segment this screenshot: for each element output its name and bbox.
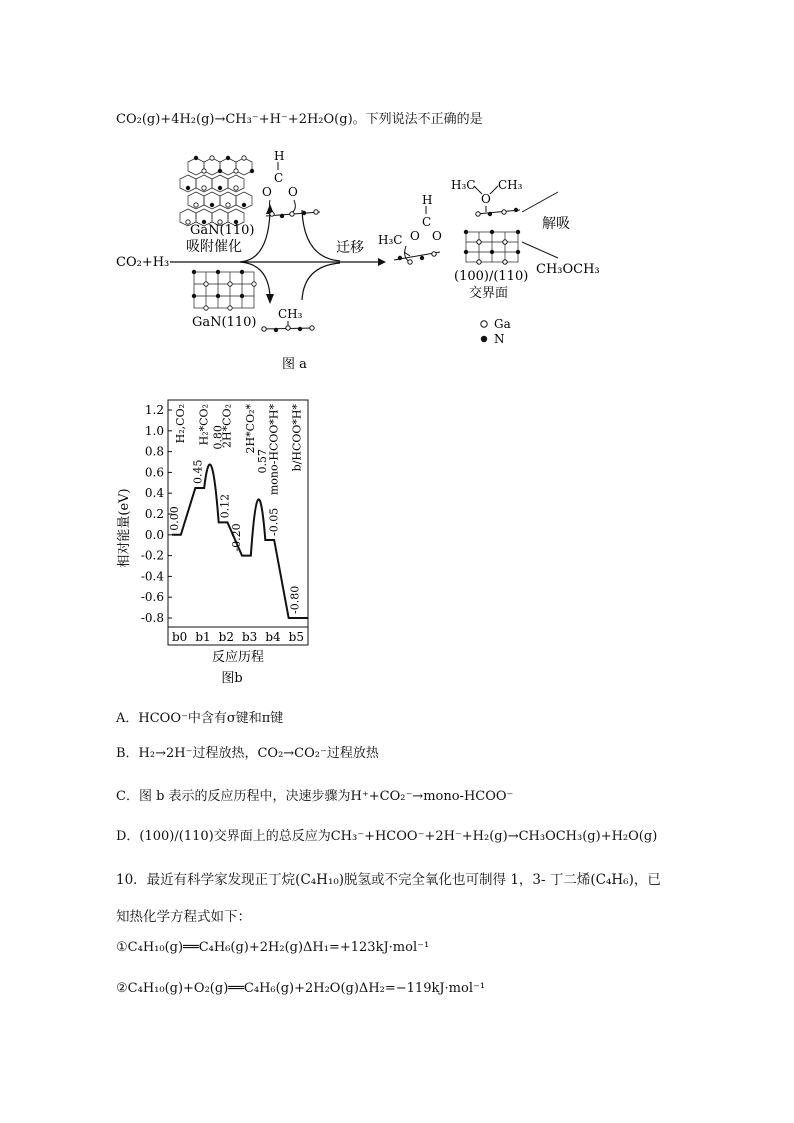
curve-bottom-right xyxy=(302,263,340,300)
formate-o2: O xyxy=(288,185,298,199)
species-label: H₂*CO₂ xyxy=(197,404,211,446)
bottom-lattice-atoms xyxy=(192,270,256,310)
h3c-label: H₃C xyxy=(378,233,403,247)
migrated-o2: O xyxy=(432,229,442,243)
x-category-label: b3 xyxy=(242,630,258,644)
reactant-label: CO₂+H₃ xyxy=(116,255,170,270)
energy-value-label: -0.05 xyxy=(267,507,281,536)
methyl-label: CH₃ xyxy=(278,307,303,321)
methyl-intermediate xyxy=(262,307,314,332)
dme-right-methyl: CH₃ xyxy=(498,178,523,192)
y-tick-label: 0.0 xyxy=(144,527,164,542)
top-catalyst-label: GaN(110) xyxy=(190,223,255,238)
question-10-stem-cont: 知热化学方程式如下： xyxy=(116,909,251,925)
y-tick-label: -0.6 xyxy=(140,590,164,605)
dme-left-methyl: H₃C xyxy=(451,178,476,192)
adsorption-catalysis-label: 吸附催化 xyxy=(186,239,242,255)
y-tick-label: 1.0 xyxy=(144,423,164,438)
bottom-lattice xyxy=(194,272,254,308)
energy-value-label: 0.45 xyxy=(191,459,205,484)
x-category-label: b1 xyxy=(195,630,211,644)
figure-a-caption: 图 a xyxy=(282,357,307,372)
species-label: 2H*CO₂ xyxy=(220,404,234,448)
y-tick-label: -0.4 xyxy=(140,569,164,584)
question-stem-line xyxy=(116,108,483,127)
energy-value-label: 0.57 xyxy=(256,449,269,474)
species-label: 2H*CO₂* xyxy=(244,404,257,454)
desorb-line-up xyxy=(522,192,558,212)
bottom-catalyst-label: GaN(110) xyxy=(192,315,257,330)
x-axis-label: 反应历程 xyxy=(211,650,265,665)
y-tick-label: 0.8 xyxy=(144,444,164,459)
migrated-c: C xyxy=(422,215,432,229)
energy-value-label: 0.12 xyxy=(218,493,232,519)
question-prompt: 。下列说法不正确的是 xyxy=(352,112,483,127)
option-c: C．图 b 表示的反应历程中，决速步骤为H⁺+CO₂⁻→mono-HCOO⁻ xyxy=(116,789,514,804)
formate-c: C xyxy=(274,171,284,185)
top-lattice xyxy=(180,158,252,226)
curve-top-right xyxy=(302,210,340,261)
migration-label: 迁移 xyxy=(336,240,364,256)
curve-down-head xyxy=(266,294,274,304)
main-arrow-head xyxy=(378,258,386,266)
option-d: D．(100)/(110)交界面上的总反应为CH₃⁻+HCOO⁻+2H⁻+H₂(g)→CH₃OCH₃(g)+H₂O(g) xyxy=(116,829,658,844)
desorb-line-down xyxy=(522,242,558,258)
interface-text: 交界面 xyxy=(469,286,509,301)
figure-b-caption: 图b xyxy=(221,671,243,686)
y-tick-label: 1.2 xyxy=(144,403,164,417)
figure-b-chart xyxy=(112,390,312,690)
x-category-label: b5 xyxy=(288,630,304,644)
legend-n-label: N xyxy=(494,332,505,346)
option-b: B．H₂→2H⁻过程放热，CO₂→CO₂⁻过程放热 xyxy=(116,746,379,761)
x-category-label: b2 xyxy=(218,630,234,644)
y-tick-label: -0.8 xyxy=(140,611,164,625)
migrated-species xyxy=(378,193,442,264)
species-label: b/HCOO*H* xyxy=(290,404,304,472)
thermo-equation-2: ②C₄H₁₀(g)+O₂(g)══C₄H₆(g)+2H₂O(g)ΔH₂=−119kJ·mol⁻¹ xyxy=(116,981,486,996)
question-10-stem: 10．最近有科学家发现正丁烷(C₄H₁₀)脱氢或不完全氧化也可制得 1，3- 丁二烯(C₄H₆)，已 xyxy=(116,872,661,888)
species-label: H₂,CO₂ xyxy=(174,404,187,444)
y-tick-label: -0.2 xyxy=(140,548,164,563)
y-tick-label: 0.4 xyxy=(144,486,164,501)
x-category-label: b4 xyxy=(265,630,281,644)
energy-value-label: -0.80 xyxy=(288,585,302,614)
curve-down-arrow xyxy=(240,262,270,296)
energy-value-label: 0.00 xyxy=(168,506,181,531)
legend xyxy=(481,317,511,346)
x-category-label: b0 xyxy=(172,630,188,644)
migrated-o1: O xyxy=(410,229,420,243)
y-axis-label: 相对能量(eV) xyxy=(117,488,132,568)
formate-o1: O xyxy=(262,185,272,199)
interface-lattice xyxy=(466,232,518,262)
species-label: mono-HCOO*H* xyxy=(267,404,281,496)
option-a: A．HCOO⁻中含有σ键和π键 xyxy=(116,711,284,726)
figure-a xyxy=(110,140,610,372)
y-tick-label: 0.2 xyxy=(144,507,164,521)
thermo-equation-1: ①C₄H₁₀(g)══C₄H₆(g)+2H₂(g)ΔH₁=+123kJ·mol⁻¹ xyxy=(116,940,430,955)
legend-n-symbol xyxy=(481,336,487,342)
legend-ga-symbol xyxy=(481,321,487,327)
dme-oxygen: O xyxy=(481,192,491,206)
desorption-label: 解吸 xyxy=(542,216,570,232)
reaction-equation: CO₂(g)+4H₂(g)→CH₃⁻+H⁻+2H₂O(g) xyxy=(116,112,353,127)
product-label: CH₃OCH₃ xyxy=(536,262,600,277)
y-tick-label: 0.6 xyxy=(144,465,164,480)
formate-h: H xyxy=(274,149,285,163)
legend-ga-label: Ga xyxy=(494,317,511,331)
dme-intermediate xyxy=(451,178,523,216)
energy-value-label: 0.80 xyxy=(211,425,225,450)
energy-value-label: -0.20 xyxy=(230,523,243,552)
migrated-h: H xyxy=(422,193,433,207)
interface-label: (100)/(110) xyxy=(454,269,529,284)
